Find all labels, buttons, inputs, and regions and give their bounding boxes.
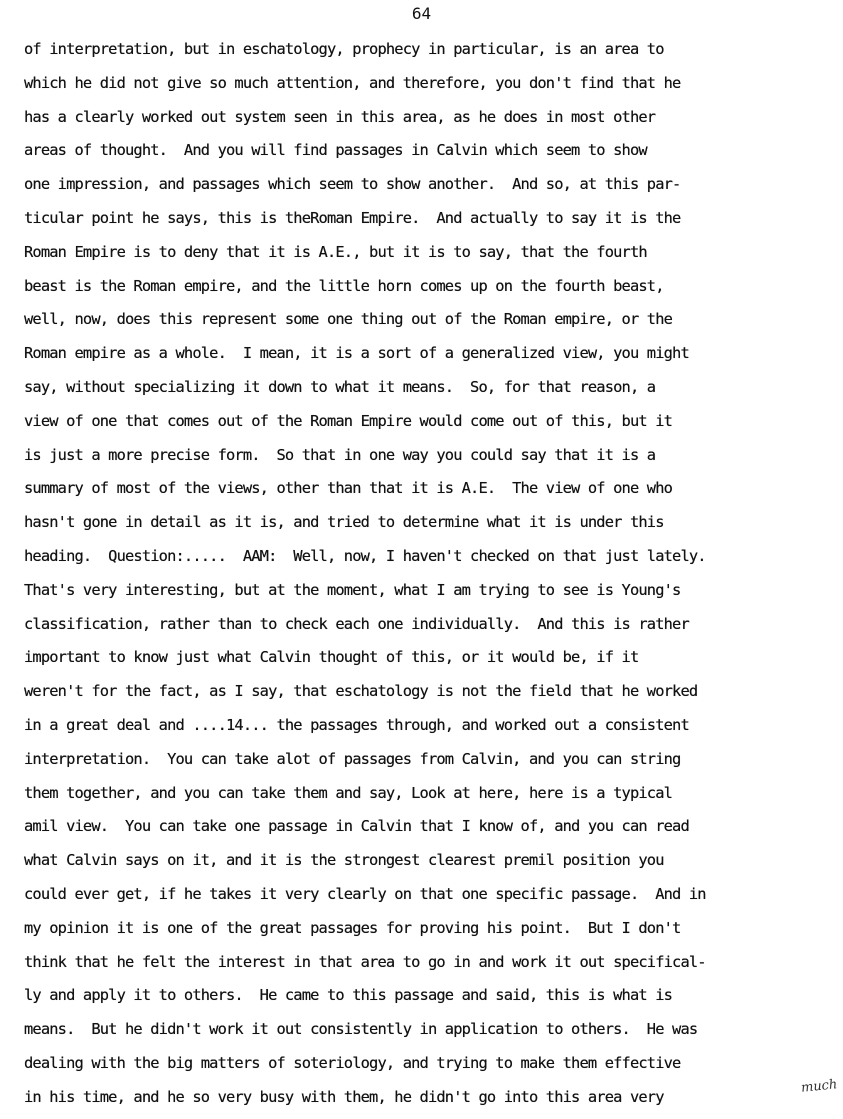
text-line: classification, rather than to check each one individually. And this is rather bbox=[24, 614, 689, 633]
text-line: of interpretation, but in eschatology, prophecy in particular, is an area to bbox=[24, 40, 664, 58]
text-line: ticular point he says, this is theRoman Empire. And actually to say it is the bbox=[24, 208, 681, 227]
text-line: Roman empire as a whole. I mean, it is a sort of a generalized view, you might bbox=[24, 344, 689, 363]
text-line: areas of thought. And you will find passages in Calvin which seem to show bbox=[24, 141, 647, 160]
text-line: my opinion it is one of the great passages for proving his point. But I don't bbox=[24, 918, 681, 937]
text-line: think that he felt the interest in that area to go in and work it out specifical- bbox=[24, 952, 706, 971]
text-line: hasn't gone in detail as it is, and tried to determine what it is under this bbox=[24, 513, 664, 532]
text-line: in a great deal and ....14... the passages through, and worked out a consistent bbox=[24, 715, 689, 734]
text-line: view of one that comes out of the Roman Empire would come out of this, but it bbox=[24, 411, 673, 430]
text-line: what Calvin says on it, and it is the strongest clearest premil position you bbox=[24, 851, 664, 870]
text-line: amil view. You can take one passage in Calvin that I know of, and you can read bbox=[24, 817, 689, 836]
text-line: That's very interesting, but at the moment, what I am trying to see is Young's bbox=[24, 580, 681, 599]
text-line: well, now, does this represent some one thing out of the Roman empire, or the bbox=[24, 310, 673, 329]
text-line: one impression, and passages which seem to show another. And so, at this par- bbox=[24, 175, 681, 194]
text-line: summary of most of the views, other than that it is A.E. The view of one who bbox=[24, 479, 673, 498]
text-line: them together, and you can take them and say, Look at here, here is a typical bbox=[24, 783, 673, 802]
handwritten-margin-note: much bbox=[799, 1077, 838, 1096]
text-line: beast is the Roman empire, and the little horn comes up on the fourth beast, bbox=[24, 276, 664, 295]
text-line: is just a more precise form. So that in one way you could say that it is a bbox=[24, 445, 656, 464]
text-line: has a clearly worked out system seen in this area, as he does in most other bbox=[24, 107, 656, 126]
body-text bbox=[24, 37, 836, 1119]
text-line: which he did not give so much attention, and therefore, you don't find that he bbox=[24, 73, 681, 92]
text-line: interpretation. You can take alot of passages from Calvin, and you can string bbox=[24, 749, 681, 768]
text-line: could ever get, if he takes it very clearly on that one specific passage. And in bbox=[24, 884, 706, 903]
text-line: ly and apply it to others. He came to this passage and said, this is what is bbox=[24, 986, 673, 1005]
text-line: means. But he didn't work it out consistently in application to others. He was bbox=[24, 1020, 698, 1039]
text-line: Roman Empire is to deny that it is A.E., but it is to say, that the fourth bbox=[24, 242, 647, 261]
text-line: heading. Question:..... AAM: Well, now, I haven't checked on that just lately. bbox=[24, 546, 706, 565]
text-line: weren't for the fact, as I say, that eschatology is not the field that he worked bbox=[24, 682, 698, 701]
text-line: important to know just what Calvin thought of this, or it would be, if it bbox=[24, 648, 639, 667]
text-line: in his time, and he so very busy with them, he didn't go into this area very bbox=[24, 1087, 664, 1106]
page-number: 64 bbox=[411, 4, 432, 23]
text-line: say, without specializing it down to what it means. So, for that reason, a bbox=[24, 377, 656, 396]
text-line: dealing with the big matters of soteriology, and trying to make them effective bbox=[24, 1053, 681, 1072]
